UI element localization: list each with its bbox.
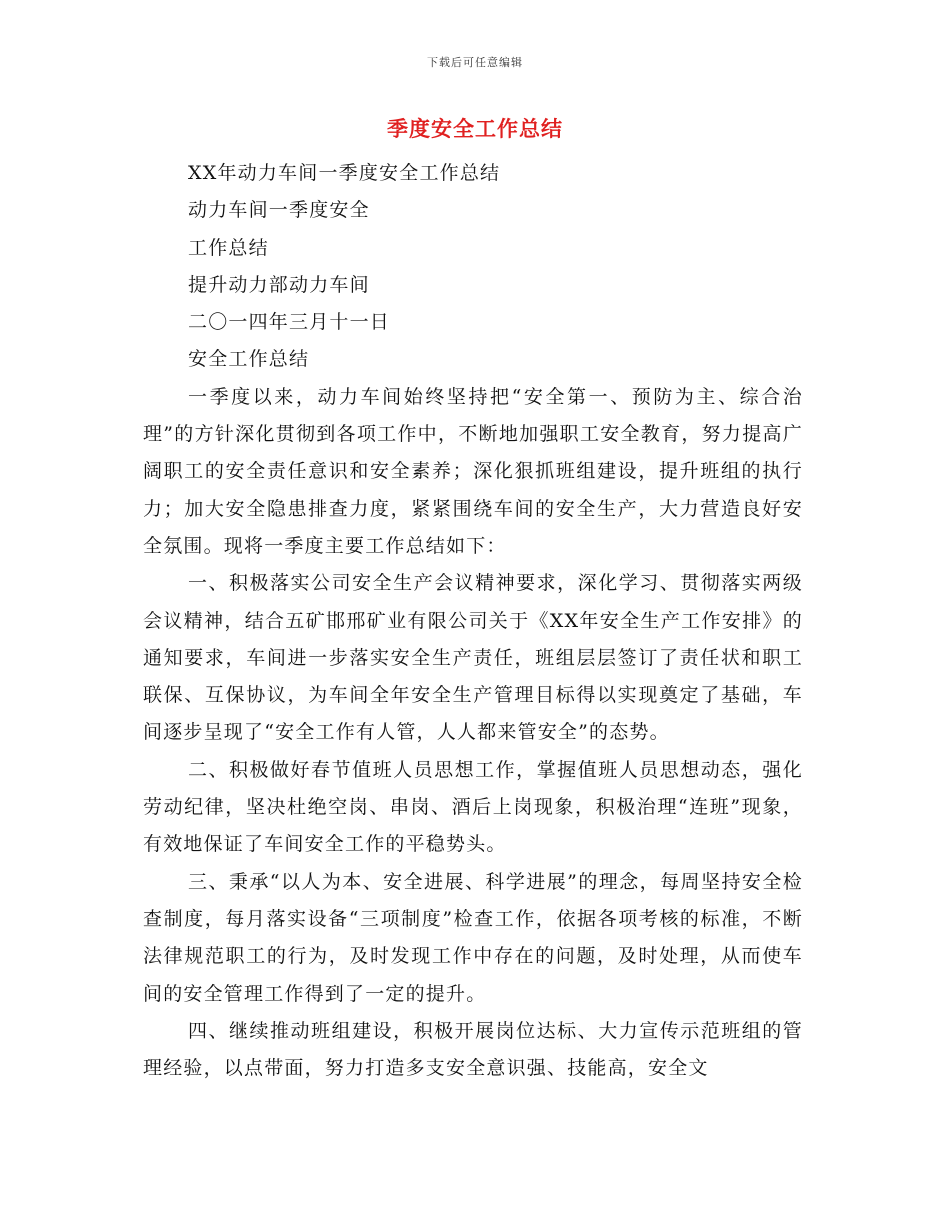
paragraph-item-2: 二、积极做好春节值班人员思想工作，掌握值班人员思想动态，强化劳动纪律，坚决杜绝空岗、串岗、酒后上岗现象，积极治理“连班”现象，有效地保证了车间安全工作的平稳势头。 (143, 758, 803, 856)
date-line: 二〇一四年三月十一日 (188, 311, 391, 334)
header-note: 下载后可任意编辑 (427, 56, 523, 69)
paragraph-intro: 一季度以来，动力车间始终坚持把“安全第一、预防为主、综合治理”的方针深化贯彻到各项工作中，不断地加强职工安全教育，努力提高广阔职工的安全责任意识和安全素养；深化狠抓班组建设，提升班组的执行力；加大安全隐患排查力度，紧紧围绕车间的安全生产，大力营造良好安全氛围。现将一季度主要工作总结如下： (143, 385, 803, 557)
paragraph-item-1: 一、积极落实公司安全生产会议精神要求，深化学习、贯彻落实两级会议精神，结合五矿邯邢矿业有限公司关于《XX年安全生产工作安排》的通知要求，车间进一步落实安全生产责任，班组层层签订了责任状和职工联保、互保协议，为车间全年安全生产管理目标得以实现奠定了基础，车间逐步呈现了“安全工作有人管，人人都来管安全”的态势。 (143, 572, 803, 744)
document-body (143, 155, 803, 1087)
subtitle-line: 提升动力部动力车间 (188, 273, 370, 296)
document-title: 季度安全工作总结 (387, 117, 563, 141)
section-heading: 安全工作总结 (188, 348, 310, 371)
paragraph-item-3: 三、秉承“以人为本、安全进展、科学进展”的理念，每周坚持安全检查制度，每月落实设备“三项制度”检查工作，依据各项考核的标准，不断法律规范职工的行为，及时发现工作中存在的问题，及时处理，从而使车间的安全管理工作得到了一定的提升。 (143, 870, 803, 1005)
subtitle-line: XX年动力车间一季度安全工作总结 (188, 162, 501, 184)
subtitle-line: 动力车间一季度安全 (188, 199, 370, 222)
subtitle-line: 工作总结 (188, 236, 269, 259)
paragraph-item-4: 四、继续推动班组建设，积极开展岗位达标、大力宣传示范班组的管理经验，以点带面，努力打造多支安全意识强、技能高，安全文 (143, 1019, 803, 1080)
